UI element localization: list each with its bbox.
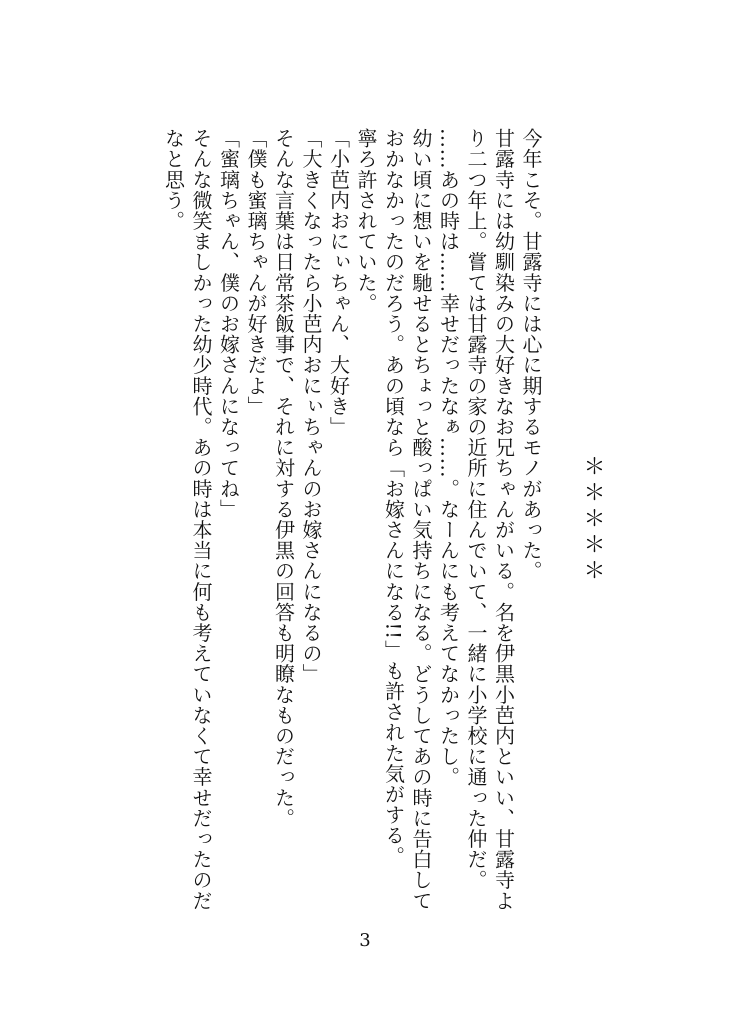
- paragraph: ……あの時は……幸せだったなぁ……。なーんにも考えてなかったし。: [436, 128, 461, 788]
- paragraph: 甘露寺には幼馴染みの大好きなお兄ちゃんがいる。名を伊黒小芭内といい、甘露寺より二つ年上。嘗ては甘露寺の家の近所に住んでいて、一緒に小学校に通った仲だ。: [464, 128, 516, 911]
- section-break-asterisks: ＊＊＊＊＊: [580, 455, 605, 585]
- paragraph: そんな言葉は日常茶飯事で、それに対する伊黒の回答も明瞭なものだった。: [271, 128, 296, 829]
- body-text: [159, 128, 544, 918]
- page-number: 3: [359, 930, 371, 951]
- paragraph: そんな微笑ましかった幼少時代。あの時は本当に何も考えていなくて幸せだったのだなと思う。: [161, 128, 213, 911]
- dialogue-line: 「僕も蜜璃ちゃんが好きだよ」: [244, 128, 268, 417]
- dialogue-line: 「大きくなったら小芭内おにぃちゃんのお嫁さんになるの」: [299, 128, 323, 685]
- paragraph: 寧ろ許されていた。: [354, 128, 378, 314]
- paragraph: 今年こそ。甘露寺には心に期するモノがあった。: [519, 128, 543, 582]
- paragraph: 幼い頃に想いを馳せるとちょっと酸っぱい気持ちになる。どうしてあの時に告白しておかなかったのだろう。あの頃なら「お嫁さんになる!!」も許された気がする。: [381, 128, 433, 911]
- dialogue-line: 「小芭内おにぃちゃん、大好き」: [326, 128, 351, 437]
- dialogue-line: 「蜜璃ちゃん、僕のお嫁さんになってね」: [216, 128, 241, 520]
